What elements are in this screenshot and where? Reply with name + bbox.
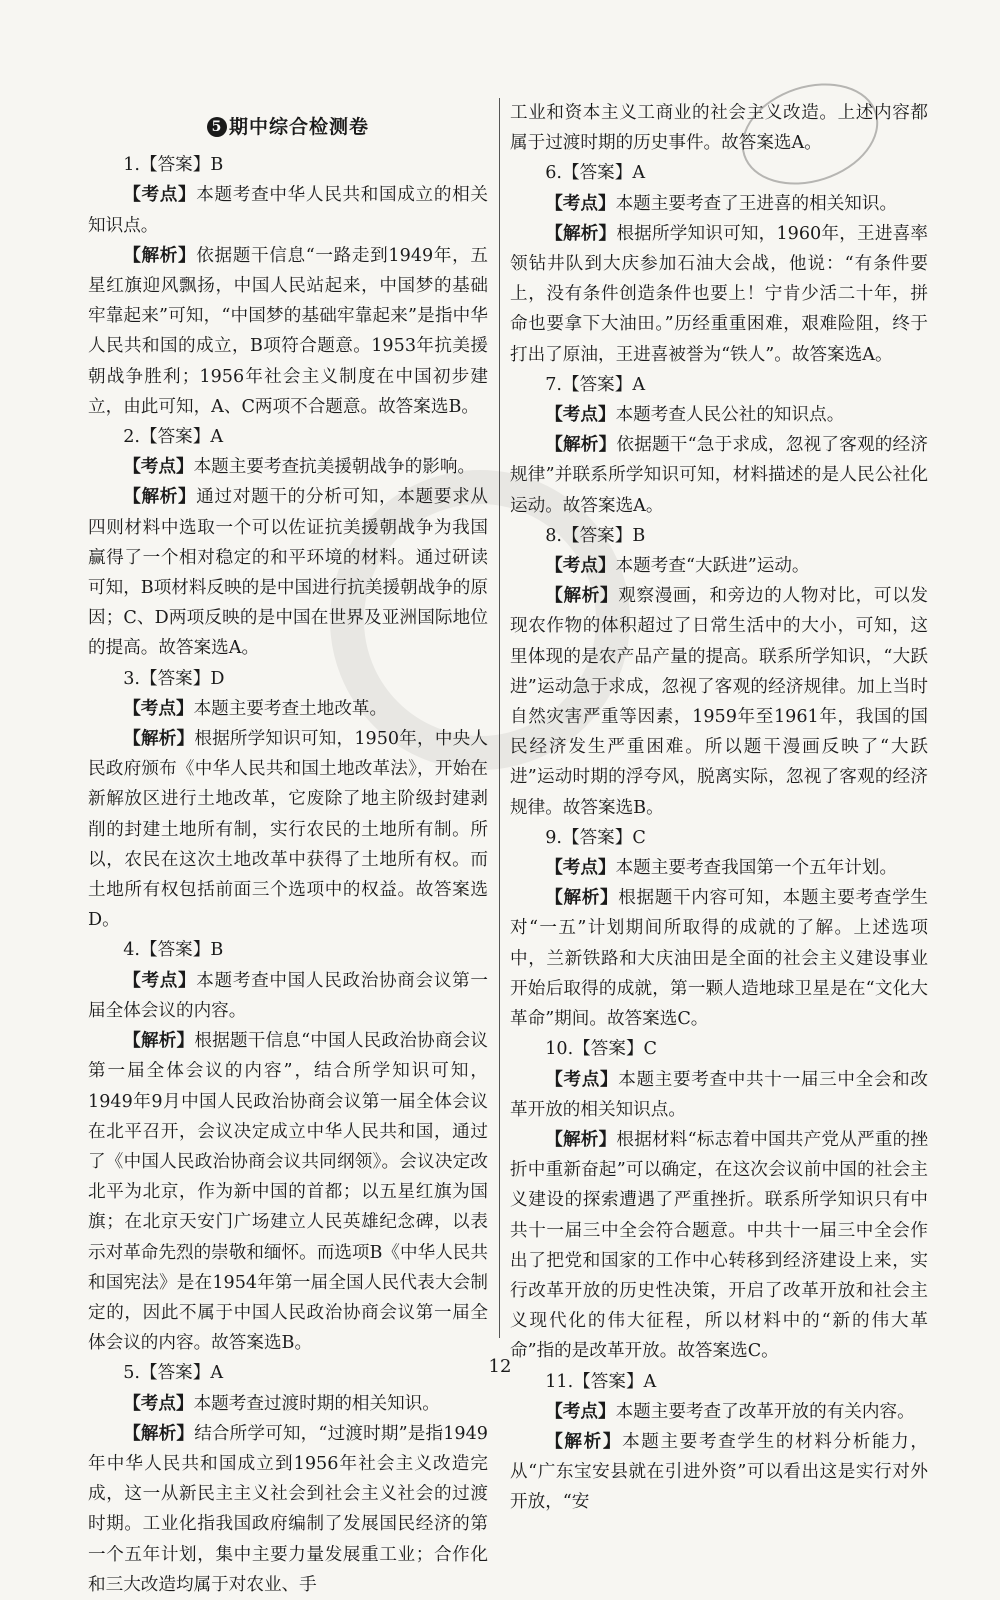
analysis-paragraph [88, 724, 488, 935]
answer-line: 2.【答案】A [123, 427, 224, 448]
analysis-paragraph [510, 1125, 928, 1367]
paragraph-text: 本题主要考查抗美援朝战争的影响。 [193, 457, 476, 478]
answer-line: 5.【答案】A [123, 1363, 224, 1384]
label-tag: 【解析】 [545, 1128, 617, 1150]
paragraph-text: 本题考查中华人民共和国成立的相关知识点。 [88, 185, 488, 236]
paragraph-text: 根据题干信息“中国人民政治协商会议第一届全体会议的内容”，结合所学知识可知，1949年9月中国人民政治协商会议第一届全体会议在北平召开，会议决定成立中华人民共和国，通过了《中国人民政治协商会议共同纲领》。会议决定改北平为北京，作为新中国的首都；以五星红旗为国旗；在北京天安门广场建立人民英雄纪念碑，以表示对革命先烈的崇敬和缅怀。而选项B《中华人民共和国宪法》是在1954年第一届全国人民代表大会制定的，因此不属于中国人民政治协商会议第一届全体会议的内容。故答案选B。 [88, 1031, 488, 1354]
label-tag: 【解析】 [123, 244, 197, 266]
paragraph-text: 依据题干信息“一路走到1949年，五星红旗迎风飘扬，中国人民站起来，中国梦的基础牢靠起来”可知，“中国梦的基础牢靠起来”是指中华人民共和国的成立，B项符合题意。1953年抗美援朝战争胜利；1956年社会主义制度在中国初步建立，由此可知，A、C两项不合题意。故答案选B。 [88, 245, 488, 417]
paragraph-text: 依据题干“急于求成，忽视了客观的经济规律”并联系所学知识可知，材料描述的是人民公社化运动。故答案选A。 [510, 435, 928, 516]
paragraph-text: 本题考查人民公社的知识点。 [615, 405, 845, 426]
key-point-paragraph [88, 180, 488, 240]
label-tag: 【解析】 [123, 486, 197, 508]
answer-line: 10.【答案】C [545, 1039, 658, 1060]
label-tag: 【考点】 [545, 555, 616, 577]
column-divider [499, 98, 500, 1338]
label-tag: 【解析】 [545, 585, 619, 607]
label-tag: 【解析】 [123, 1030, 195, 1052]
label-tag: 【考点】 [123, 1392, 194, 1414]
label-tag: 【考点】 [123, 697, 194, 719]
key-point-paragraph [510, 853, 928, 883]
paragraph-text: 根据所学知识可知，1960年，王进喜率领钻井队到大庆参加石油大会战，他说：“有条件要上，没有条件创造条件也要上！宁肯少活二十年，拼命也要拿下大油田。”历经重重困难，艰难险阻，终于打出了原油，王进喜被誉为“铁人”。故答案选A。 [510, 223, 928, 365]
label-tag: 【解析】 [545, 887, 619, 909]
label-tag: 【考点】 [123, 456, 194, 478]
analysis-paragraph [510, 1427, 928, 1518]
answer-line: 6.【答案】A [545, 163, 646, 184]
paragraph-text: 结合所学可知，“过渡时期”是指1949年中华人民共和国成立到1956年社会主义改造完成，这一从新民主主义社会到社会主义社会的过渡时期。工业化指我国政府编制了发展国民经济的第一个五年计划，集中主要力量发展重工业；合作化和三大改造均属于对农业、手 [88, 1423, 488, 1595]
left-column-content [88, 150, 488, 1600]
paragraph-text: 通过对题干的分析可知，本题要求从四则材料中选取一个可以佐证抗美援朝战争为我国赢得了一个相对稳定的和平环境的材料。通过研读可知，B项材料反映的是中国进行抗美援朝战争的原因；C、D两项反映的是中国在世界及亚洲国际地位的提高。故答案选A。 [88, 487, 488, 659]
answer-line: 11.【答案】A [545, 1371, 657, 1392]
key-point-paragraph [510, 400, 928, 430]
key-point-paragraph [88, 966, 488, 1026]
paragraph-text: 本题考查过渡时期的相关知识。 [193, 1393, 440, 1414]
label-tag: 【考点】 [545, 1068, 619, 1090]
key-point-paragraph [510, 551, 928, 581]
key-point-paragraph [88, 452, 488, 482]
answer-line: 7.【答案】A [545, 374, 646, 395]
answer-line: 4.【答案】B [123, 940, 224, 961]
label-tag: 【解析】 [123, 728, 195, 750]
analysis-paragraph [510, 219, 928, 370]
answer-line: 1.【答案】B [123, 155, 224, 176]
key-point-paragraph [88, 694, 488, 724]
key-point-paragraph [510, 1397, 928, 1427]
label-tag: 【考点】 [545, 1400, 616, 1422]
paragraph-text: 本题主要考查了王进喜的相关知识。 [615, 193, 898, 214]
label-tag: 【考点】 [545, 192, 616, 214]
key-point-paragraph [510, 1065, 928, 1125]
section-title [88, 112, 488, 142]
paragraph-text: 根据题干内容可知，本题主要考查学生对“一五”计划期间所取得的成就的了解。上述选项中，兰新铁路和大庆油田是全面的社会主义建设事业开始后取得的成就，第一颗人造地球卫星是在“文化大革命”期间。故答案选C。 [510, 888, 928, 1030]
label-tag: 【解析】 [545, 434, 617, 456]
paragraph-text: 本题主要考查学生的材料分析能力，从“广东宝安县就在引进外资”可以看出这是实行对外开放，“安 [510, 1431, 928, 1513]
paragraph-text: 本题考查中国人民政治协商会议第一届全体会议的内容。 [88, 970, 488, 1021]
label-tag: 【考点】 [545, 404, 616, 426]
right-column [510, 98, 928, 1518]
answer-line: 9.【答案】C [545, 827, 646, 848]
analysis-paragraph [88, 1026, 488, 1358]
analysis-paragraph [510, 581, 928, 823]
paragraph-text: 本题主要考查土地改革。 [193, 698, 388, 719]
paragraph-text: 根据所学知识可知，1950年，中央人民政府颁布《中华人民共和国土地改革法》，开始在新解放区进行土地改革，它废除了地主阶级封建剥削的封建土地所有制，实行农民的土地所有制。所以，农民在这次土地改革中获得了土地所有权。而土地所有权包括前面三个选项中的权益。故答案选D。 [88, 729, 488, 931]
answer-line: 3.【答案】D [123, 668, 225, 689]
label-tag: 【解析】 [123, 1422, 195, 1444]
section-title-text: 期中综合检测卷 [228, 116, 369, 138]
key-point-paragraph [510, 189, 928, 219]
paragraph-text: 本题考查“大跃进”运动。 [615, 556, 810, 577]
label-tag: 【解析】 [545, 1430, 623, 1452]
section-number-badge: 5 [207, 117, 227, 137]
analysis-paragraph [510, 430, 928, 521]
paragraph-text: 本题主要考查了改革开放的有关内容。 [615, 1401, 915, 1422]
right-column-content [510, 98, 928, 1518]
continued-paragraph: 工业和资本主义工商业的社会主义改造。上述内容都属于过渡时期的历史事件。故答案选A。 [510, 103, 928, 154]
paragraph-text: 本题主要考查中共十一届三中全会和改革开放的相关知识点。 [510, 1069, 928, 1120]
label-tag: 【考点】 [545, 857, 616, 879]
key-point-paragraph [88, 1389, 488, 1419]
analysis-paragraph [88, 241, 488, 422]
page-number: 12 [488, 1356, 512, 1377]
paragraph-text: 本题主要考查我国第一个五年计划。 [615, 858, 898, 879]
analysis-paragraph [88, 1419, 488, 1600]
analysis-paragraph [510, 883, 928, 1034]
paragraph-text: 观察漫画，和旁边的人物对比，可以发现农作物的体积超过了日常生活中的大小，可知，这里体现的是农产品产量的提高。联系所学知识，“大跃进”运动急于求成，忽视了客观的经济规律。加上当时自然灾害严重等因素，1959年至1961年，我国的国民经济发生严重困难。所以题干漫画反映了“大跃进”运动时期的浮夸风，脱离实际，忽视了客观的经济规律。故答案选B。 [510, 586, 928, 818]
label-tag: 【考点】 [123, 184, 197, 206]
analysis-paragraph [88, 482, 488, 663]
paragraph-text: 根据材料“标志着中国共产党从严重的挫折中重新奋起”可以确定，在这次会议前中国的社会主义建设的探索遭遇了严重挫折。联系所学知识只有中共十一届三中全会符合题意。中共十一届三中全会作出了把党和国家的工作中心转移到经济建设上来，实行改革开放的历史性决策，开启了改革开放和社会主义现代化的伟大征程，所以材料中的“新的伟大革命”指的是改革开放。故答案选C。 [510, 1129, 928, 1362]
label-tag: 【解析】 [545, 222, 617, 244]
answer-line: 8.【答案】B [545, 525, 646, 546]
label-tag: 【考点】 [123, 969, 197, 991]
